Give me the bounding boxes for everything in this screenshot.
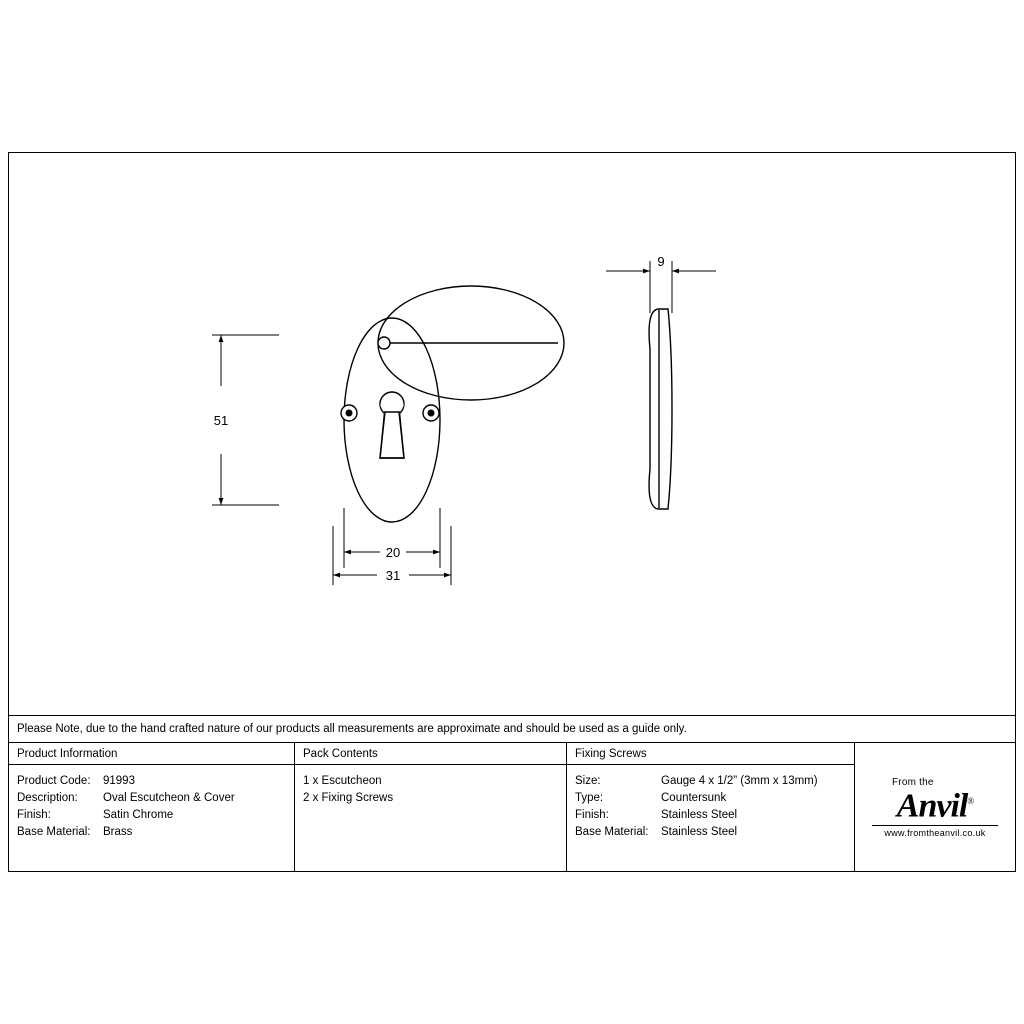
list-item: 1 x Escutcheon (303, 775, 382, 787)
front-view (344, 286, 564, 522)
cover-pivot (378, 337, 390, 349)
side-view (649, 309, 672, 509)
dimension-depth-9-label: 9 (657, 254, 665, 269)
spec-sheet (8, 152, 1016, 872)
screw-finish-label: Finish: (575, 809, 609, 821)
product-code-label: Product Code: (17, 775, 91, 787)
product-code-value: 91993 (103, 775, 135, 787)
screw-size-value: Gauge 4 x 1/2” (3mm x 13mm) (661, 775, 818, 787)
list-item: 2 x Fixing Screws (303, 792, 394, 804)
finish-value: Satin Chrome (103, 809, 174, 821)
logo-divider (872, 825, 998, 826)
dimension-height-label: 51 (213, 413, 229, 428)
measurement-note-text: Please Note, due to the hand crafted nature of our products all measurements are approximate and should be used as a guide only. (17, 723, 687, 735)
table-row (575, 824, 846, 841)
description-value: Oval Escutcheon & Cover (103, 792, 235, 804)
base-material-label: Base Material: (17, 826, 91, 838)
dimension-width-20-label: 20 (385, 545, 401, 560)
measurement-note-row (9, 715, 1015, 743)
screw-base-material-label: Base Material: (575, 826, 649, 838)
logo-url-text: www.fromtheanvil.co.uk (884, 827, 986, 838)
technical-drawing (9, 153, 1015, 715)
logo-wordmark (897, 784, 973, 823)
fixing-screws-column (567, 743, 855, 872)
product-information-heading: Product Information (9, 743, 294, 765)
table-row (575, 807, 846, 824)
logo-from-the-text: From the (892, 777, 934, 789)
side-profile (649, 309, 672, 509)
product-information-column (9, 743, 295, 872)
info-table (9, 743, 1015, 872)
brand-logo-cell (855, 743, 1015, 872)
pack-contents-column (295, 743, 567, 872)
screw-type-label: Type: (575, 792, 604, 804)
screw-size-label: Size: (575, 775, 601, 787)
screw-finish-value: Stainless Steel (661, 809, 738, 821)
table-row (17, 807, 286, 824)
table-row (575, 790, 846, 807)
logo-name-text: Anvil (896, 787, 968, 825)
anvil-logo (862, 777, 1008, 837)
base-material-value: Brass (103, 826, 133, 838)
description-label: Description: (17, 792, 78, 804)
table-row (17, 824, 286, 841)
table-row (575, 773, 846, 790)
screw-base-material-value: Stainless Steel (661, 826, 738, 838)
table-row (17, 790, 286, 807)
fixing-screws-heading: Fixing Screws (567, 743, 854, 765)
logo-registered-mark: ® (967, 796, 974, 807)
pack-contents-heading: Pack Contents (295, 743, 566, 765)
table-row (17, 773, 286, 790)
dimension-width-31-label: 31 (385, 568, 401, 583)
screw-type-value: Countersunk (661, 792, 727, 804)
finish-label: Finish: (17, 809, 51, 821)
